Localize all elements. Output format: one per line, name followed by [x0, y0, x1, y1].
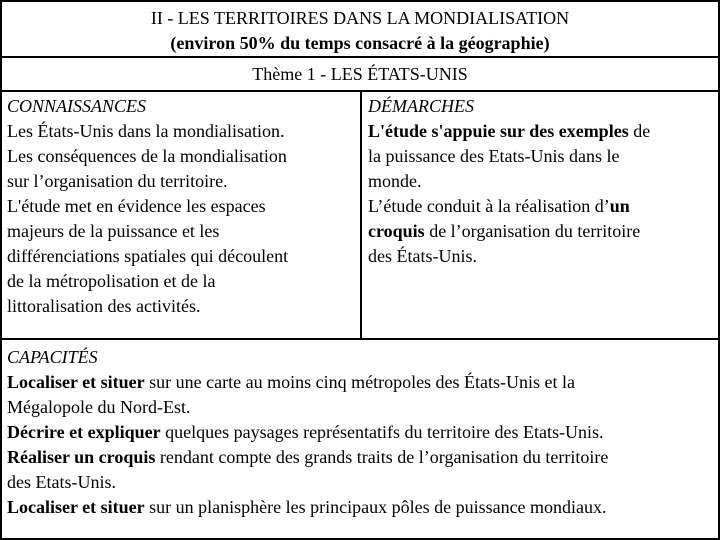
text: rendant compte des grands traits de l’organisation du territoire: [155, 447, 609, 467]
capacite-line: [7, 370, 608, 395]
divider-title: [0, 56, 720, 58]
demarches-line: [368, 194, 650, 219]
connaissances-line: différenciations spatiales qui découlent: [7, 246, 289, 266]
bold-text: croquis: [368, 221, 425, 241]
demarches-line: [368, 119, 650, 144]
capacite-line: Mégalopole du Nord-Est.: [7, 397, 191, 417]
connaissances-column: [7, 94, 288, 319]
connaissances-line: Les conséquences de la mondialisation: [7, 146, 287, 166]
capacite-line: des Etats-Unis.: [7, 472, 116, 492]
demarches-column: [368, 94, 650, 269]
bold-text: Localiser et situer: [7, 497, 145, 517]
connaissances-line: L'étude met en évidence les espaces: [7, 196, 266, 216]
connaissances-line: majeurs de la puissance et les: [7, 221, 220, 241]
capacites-heading: CAPACITÉS: [7, 347, 98, 367]
capacite-line: [7, 445, 608, 470]
border-top: [0, 0, 720, 2]
text: quelques paysages représentatifs du territoire des Etats-Unis.: [160, 422, 604, 442]
text: sur une carte au moins cinq métropoles des États-Unis et la: [144, 372, 576, 392]
demarches-heading: DÉMARCHES: [368, 96, 474, 116]
capacite-line: [7, 420, 608, 445]
section-subtitle: (environ 50% du temps consacré à la géographie): [170, 33, 550, 53]
bold-text: Localiser et situer: [7, 372, 145, 392]
bold-text: un: [609, 196, 630, 216]
connaissances-heading: CONNAISSANCES: [7, 96, 147, 116]
text: sur un planisphère les principaux pôles de puissance mondiaux.: [144, 497, 607, 517]
connaissances-line: littoralisation des activités.: [7, 296, 201, 316]
text: de l’organisation du territoire: [424, 221, 641, 241]
bold-text: L'étude s'appuie sur des exemples: [368, 121, 629, 141]
capacite-line: [7, 495, 608, 520]
text: de: [628, 121, 651, 141]
bold-text: Réaliser un croquis: [7, 447, 156, 467]
connaissances-line: Les États-Unis dans la mondialisation.: [7, 121, 285, 141]
demarches-line: [368, 219, 650, 244]
bold-text: Décrire et expliquer: [7, 422, 161, 442]
demarches-line: la puissance des Etats-Unis dans le: [368, 146, 620, 166]
column-divider: [360, 90, 362, 340]
theme-title: Thème 1 - LES ÉTATS-UNIS: [252, 64, 468, 84]
demarches-line: monde.: [368, 171, 422, 191]
text: L’étude conduit à la réalisation d’: [368, 196, 610, 216]
connaissances-line: de la métropolisation et de la: [7, 271, 216, 291]
connaissances-line: sur l’organisation du territoire.: [7, 171, 228, 191]
demarches-line: des États-Unis.: [368, 246, 477, 266]
capacites-section: [7, 345, 608, 520]
section-title: II - LES TERRITOIRES DANS LA MONDIALISATION: [150, 8, 570, 28]
